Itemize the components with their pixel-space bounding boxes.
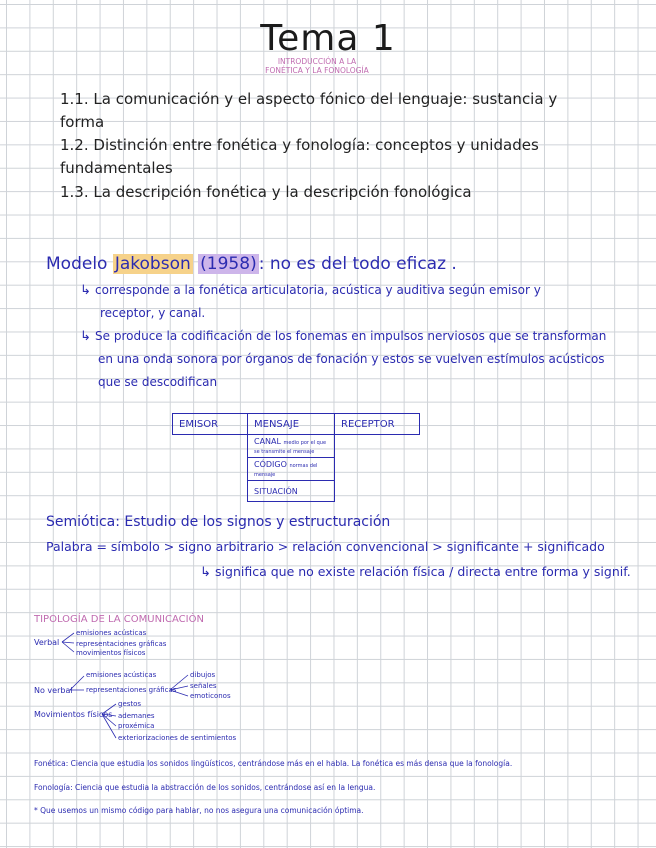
table-situacion: SITUACIÓN [248,481,335,502]
semiotics-line-2: Palabra = símbolo > signo arbitrario > relación convencional > significante + significado [46,539,605,554]
toc-line-1: 1.1. La comunicación y el aspecto fónico del lenguaje: sustancia y [60,90,558,108]
model-prefix: Modelo [46,254,108,274]
typology-title: TIPOLOGÍA DE LA COMUNICACIÓN [34,614,204,625]
footer-phonetics: Fonética: Ciencia que estudia los sonidos lingüísticos, centrándose más en el habla. La fonética es más densa que la fonología. [34,759,513,768]
table-codigo: CÓDIGO normas del mensaje [248,458,335,481]
physical-item-3: proxémica [118,722,155,730]
verbal-item-2: representaciones gráficas [76,640,167,648]
table-mensaje: MENSAJE [248,414,335,435]
table-canal: CANAL medio por el que se transmite el mensaje [248,435,335,458]
physical-item-1: gestos [118,700,142,708]
footer-note: * Que usemos un mismo código para hablar, no nos asegura una comunicación óptima. [34,806,364,815]
toc-line-4: fundamentales [60,159,173,177]
page-subtitle: INTRODUCCIÓN A LA FONÉTICA Y LA FONOLOGÍA [265,57,369,75]
semiotics-line-1: Semiótica: Estudio de los signos y estructuración [46,514,391,530]
noverbal-item-2: representaciones gráficas [86,686,177,694]
arrow-icon: ↳ [200,565,216,580]
typology-physical: Movimientos físicos [34,710,113,719]
semiotics-line-3: ↳ significa que no existe relación física / directa entre forma y signif. [200,564,631,580]
toc-line-5: 1.3. La descripción fonética y la descripción fonológica [60,183,472,201]
physical-item-4: exteriorizaciones de sentimientos [118,734,237,742]
bullet-2-line-1: Se produce la codificación de los fonemas en impulsos nerviosos que se transforman [95,329,607,343]
footer-phonology: Fonología: Ciencia que estudia la abstracción de los sonidos, centrándose así en la lengua. [34,783,376,792]
model-name: Jakobson [114,254,191,274]
typology-noverbal: No verbal [34,686,73,695]
toc-line-3: 1.2. Distinción entre fonética y fonología: conceptos y unidades [60,136,539,154]
page-title: Tema 1 [260,18,396,59]
noverbal-item-1: emisiones acústicas [86,671,157,679]
model-suffix: : no es del todo eficaz . [258,254,457,274]
arrow-icon: ↳ [80,283,96,298]
bullet-1-line-2: receptor, y canal. [100,306,206,320]
physical-item-2: ademanes [118,712,155,720]
graphic-item-2: señales [190,682,217,690]
verbal-item-3: movimientos físicos [76,649,146,657]
table-emisor: EMISOR [173,414,248,435]
arrow-icon: ↳ [80,329,96,344]
bullet-2-line-2: en una onda sonora por órganos de fonación y estos se vuelven estímulos acústicos [98,352,605,366]
bullet-2-line-3: que se descodifican [98,375,218,389]
graphic-item-3: emoticonos [190,692,231,700]
typology-verbal: Verbal [34,638,60,647]
table-receptor: RECEPTOR [335,414,420,435]
model-year: (1958) [200,254,257,274]
graphic-item-1: dibujos [190,671,216,679]
toc-line-2: forma [60,113,105,131]
verbal-item-1: emisiones acústicas [76,629,147,637]
bullet-1-line-1: corresponde a la fonética articulatoria, acústica y auditiva según emisor y [95,283,541,297]
